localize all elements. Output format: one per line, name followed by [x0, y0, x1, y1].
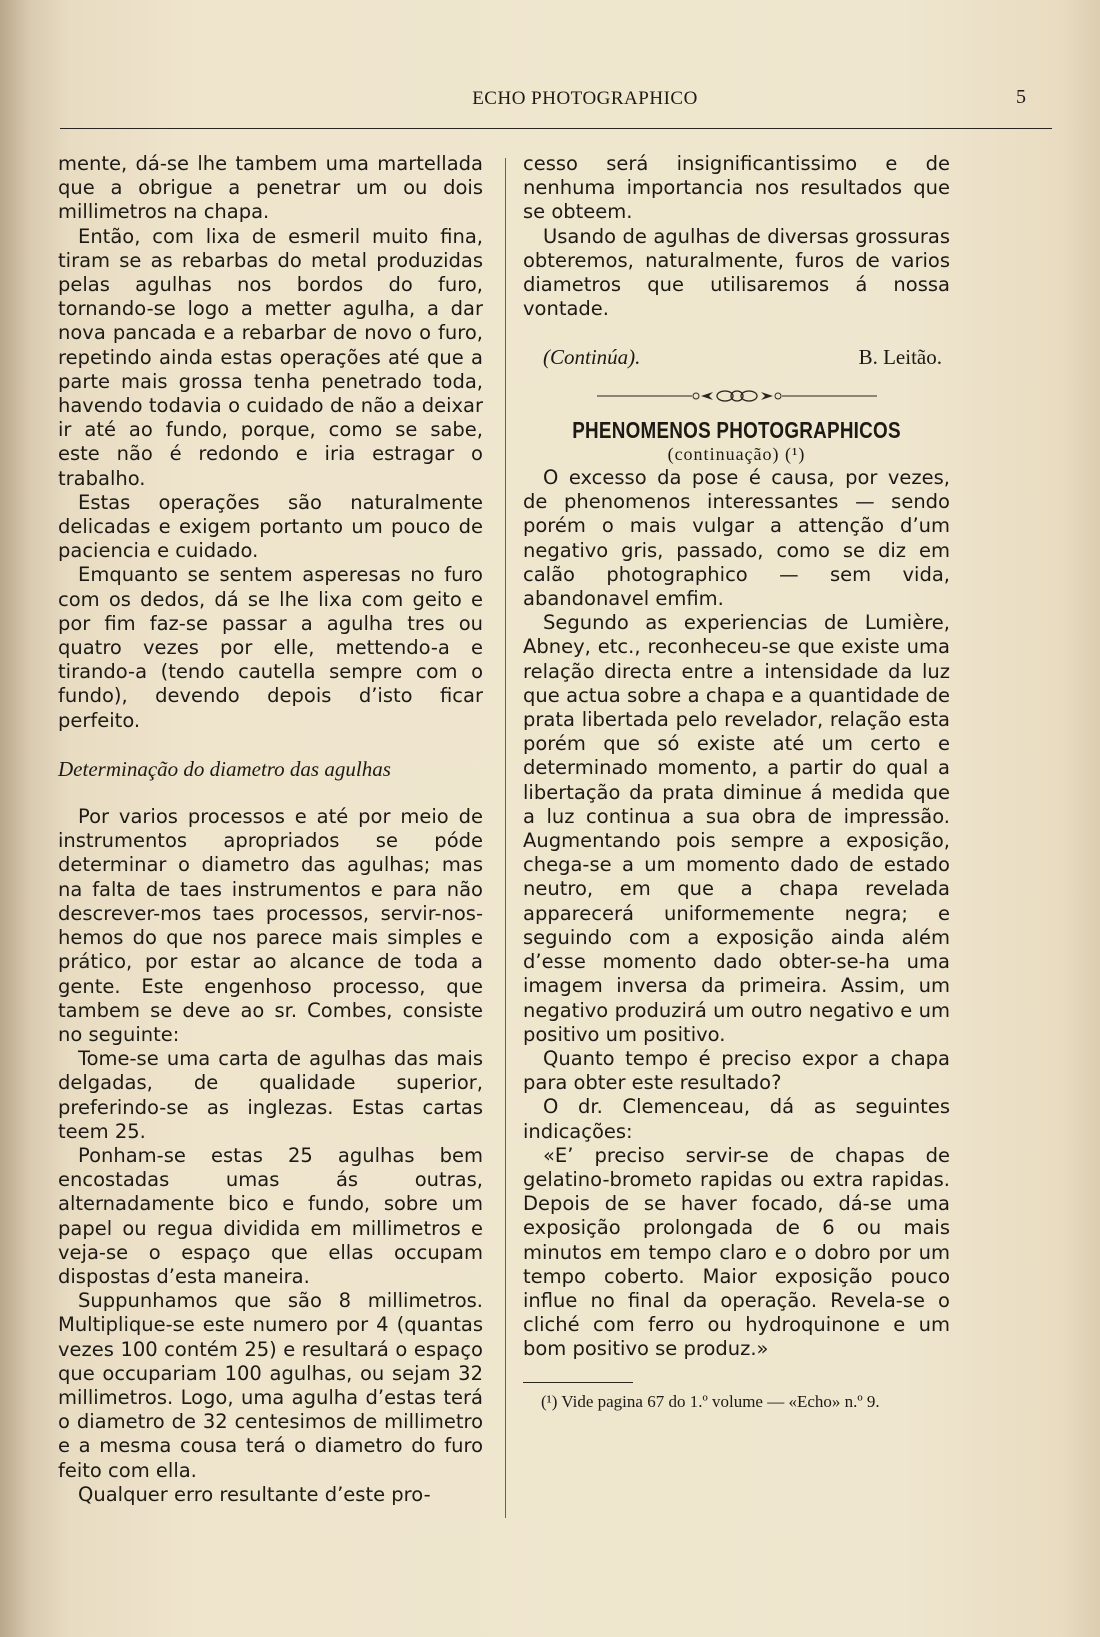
running-header	[60, 88, 1050, 118]
paragraph: Suppunhamos que são 8 millimetros. Multiplique-se este numero por 4 (quantas vezes 100 contém 25) e resultará o espaço que occupariam 100 agulhas, ou sejam 32 millimetros. Logo, uma agulha d’estas terá o diametro de 32 centesimos de millimetro e a mesma cousa terá o diametro do furo feito com ella.	[58, 1289, 483, 1482]
paragraph: Estas operações são naturalmente delicadas e exigem portanto um pouco de paciencia e cuidado.	[58, 490, 483, 563]
spacer	[58, 733, 483, 757]
paragraph: Emquanto se sentem asperesas no furo com os dedos, dá se lhe lixa com geito e por fim faz-se passar a agulha tres ou quatro vezes por elle, mettendo-a e tirando-a (tendo cautella sempre com o fundo), devendo depois d’isto ficar perfeito.	[58, 563, 483, 732]
journal-title: ECHO PHOTOGRAPHICO	[472, 88, 698, 109]
paragraph: O excesso da pose é causa, por vezes, de phenomenos interessantes — sendo porém o mais vulgar a attenção d’um negativo gris, passado, como se diz em calão photographico — sem vida, abandonavel emfim.	[523, 466, 950, 611]
continued-note: (Continúa).	[543, 345, 641, 370]
footnote: (¹) Vide pagina 67 do 1.º volume — «Echo» n.º 9.	[541, 1391, 880, 1411]
author-name: B. Leitão.	[858, 345, 942, 370]
footnote-rule	[523, 1382, 633, 1383]
paragraph: cesso será insignificantissimo e de nenhuma importancia nos resultados que se obteem.	[523, 152, 950, 224]
paragraph: Quanto tempo é preciso expor a chapa para obter este resultado?	[523, 1046, 950, 1095]
paragraph: Segundo as experiencias de Lumière, Abney, etc., reconheceu-se que existe uma relação directa entre a intensidade da luz que actua sobre a chapa e a quantidade de prata libertada pelo revelador, relação esta porém que só existe até um certo e determinado momento, a partir do qual a libertação da prata diminue á medida que a luz continua a sua obra de impressão. Augmentando pois sempre a exposição, chega-se a um momento dado de estado neutro, em que a chapa revelada apparecerá uniformemente negra; e seguindo com a exposição ainda além d’esse momento dado obter-se-ha uma imagem inversa da primeira. Assim, um negativo produzirá um outro negativo e um positivo um positivo.	[523, 611, 950, 1046]
paragraph: Qualquer erro resultante d’este pro-	[78, 1482, 431, 1506]
right-column	[523, 152, 950, 1413]
paragraph: Por varios processos e até por meio de instrumentos apropriados se póde determinar o diametro das agulhas; mas na falta de taes instrumentos e para não descrever-mos taes processos, servir-nos-hemos do que nos parece mais simples e prático, por estar ao alcance de toda a gente. Este engenhoso processo, que tambem se deve ao sr. Combes, consiste no seguinte:	[58, 805, 483, 1046]
page-number: 5	[1016, 86, 1026, 108]
section-subheading: Determinação do diametro das agulhas	[58, 756, 391, 781]
paragraph: O dr. Clemenceau, dá as seguintes indicações:	[523, 1095, 950, 1143]
paragraph: Ponham-se estas 25 agulhas bem encostadas umas ás outras, alternadamente bico e fundo, sobre um papel ou regua dividida em millimetros e veja-se o espaço que ellas occupam dispostas d’esta maneira.	[58, 1143, 483, 1288]
left-column	[58, 152, 483, 1507]
ornament-divider-icon	[597, 388, 877, 404]
article-subtitle: (continuação) (¹)	[667, 443, 806, 464]
paragraph: «E’ preciso servir-se de chapas de gelatino-brometo rapidas ou extra rapidas. Depois de se haver focado, dá-se uma exposição prolongada de 6 ou mais minutos em tempo claro e o dobro por um tempo coberto. Maior exposição pouco influe no final da operação. Revela-se o cliché com ferro ou hydroquinone e um bom positivo se produz.»	[523, 1143, 950, 1361]
paragraph: mente, dá-se lhe tambem uma martellada que a obrigue a penetrar um ou dois millimetros na chapa.	[58, 152, 483, 224]
column-divider	[505, 158, 506, 1518]
spacer	[523, 321, 950, 345]
spacer	[58, 781, 483, 805]
article-title: PHENOMENOS PHOTOGRAPHICOS	[572, 416, 901, 443]
header-rule	[60, 128, 1052, 129]
article-signature	[523, 345, 950, 369]
paragraph: Tome-se uma carta de agulhas das mais delgadas, de qualidade superior, preferindo-se as inglezas. Estas cartas teem 25.	[58, 1047, 483, 1143]
paragraph: Então, com lixa de esmeril muito fina, tiram se as rebarbas do metal produzidas pelas agulhas nos bordos do furo, tornando-se logo a metter agulha, a dar nova pancada e a rebarbar de novo o furo, repetindo ainda estas operações até que a parte mais grossa tenha penetrado toda, havendo todavia o cuidado de não a deixar ir até ao fundo, porque, como se sabe, este não é redondo e iria estragar o trabalho.	[58, 224, 483, 490]
paragraph: Usando de agulhas de diversas grossuras obteremos, naturalmente, furos de varios diametros que utilisaremos á nossa vontade.	[523, 224, 950, 321]
